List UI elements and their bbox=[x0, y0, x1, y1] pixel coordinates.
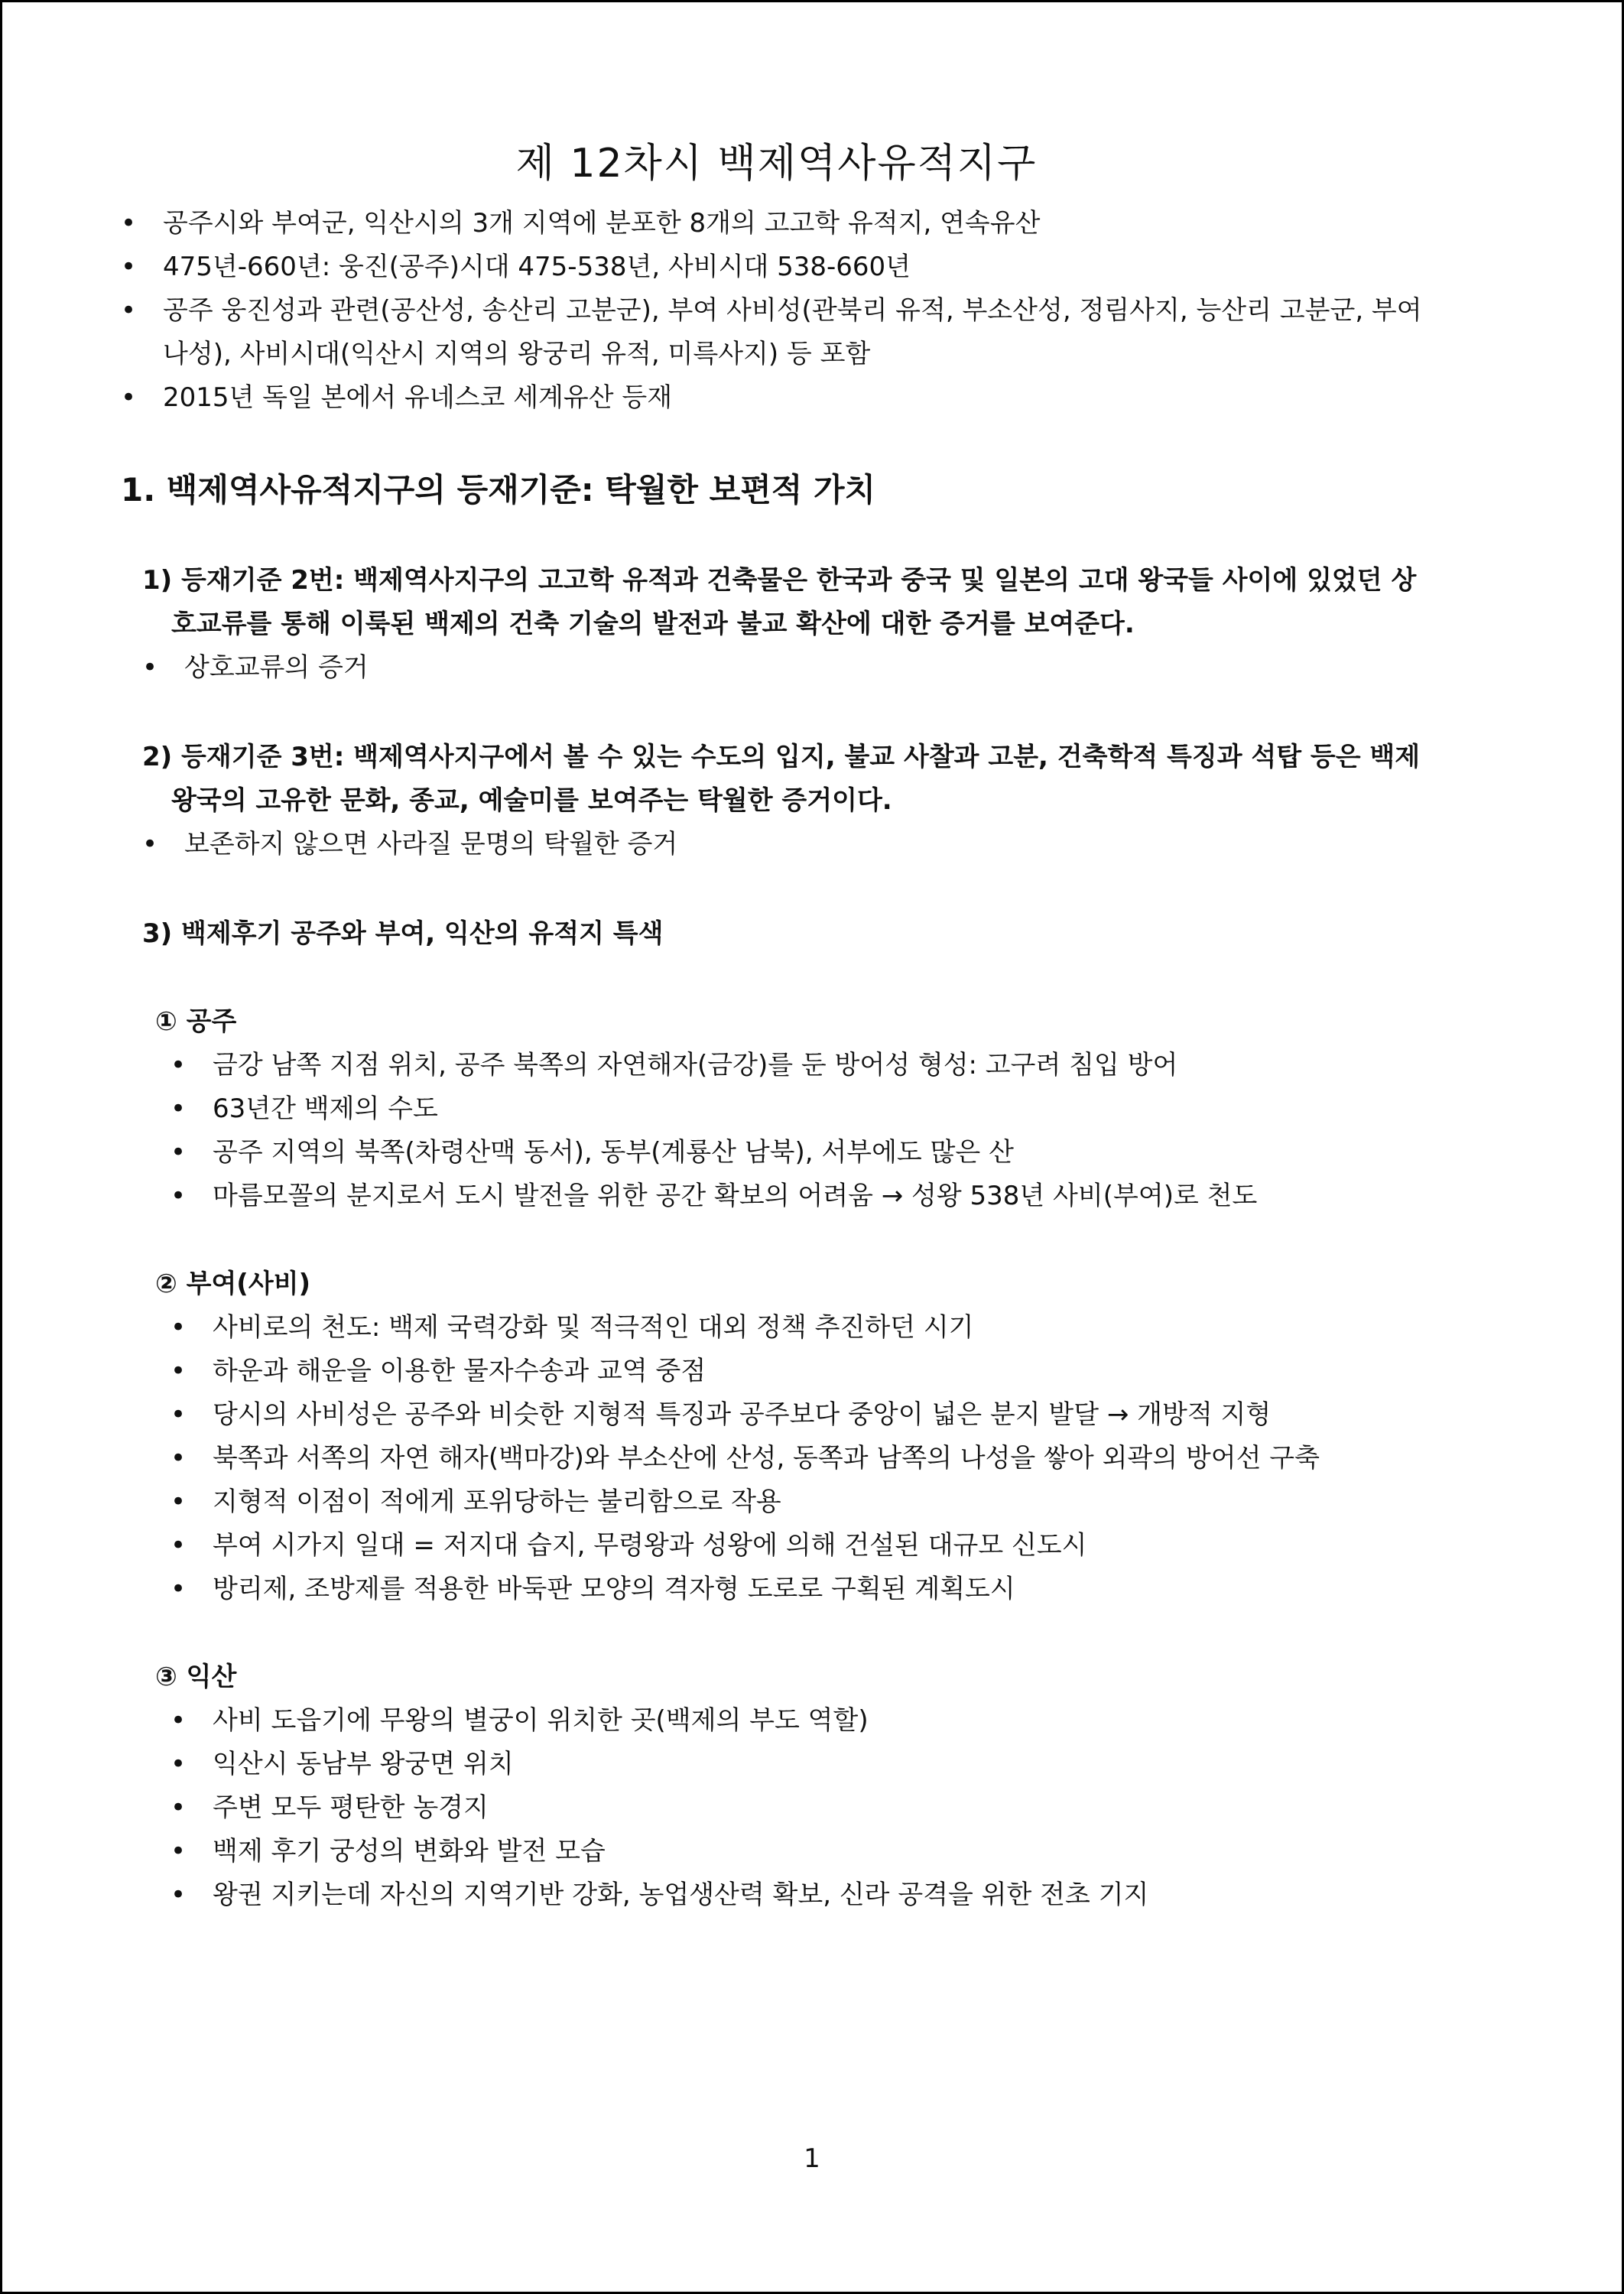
list-item: • 방리제, 조방제를 적용한 바둑판 모양의 격자형 도로로 구획된 계획도시 bbox=[171, 1568, 1432, 1611]
criterion-3-list bbox=[142, 823, 1432, 866]
list-item: • 상호교류의 증거 bbox=[142, 646, 1432, 690]
buyeo-heading: ② 부여(사비) bbox=[155, 1269, 311, 1299]
list-item: • 마름모꼴의 분지로서 도시 발전을 위한 공간 확보의 어려움 → 성왕 538년 사비(부여)로 천도 bbox=[171, 1175, 1432, 1218]
list-item: • 주변 모두 평탄한 농경지 bbox=[171, 1786, 1432, 1830]
list-item: • 하운과 해운을 이용한 물자수송과 교역 중점 bbox=[171, 1350, 1432, 1393]
gongju-list bbox=[171, 1044, 1432, 1218]
list-item: • 당시의 사비성은 공주와 비슷한 지형적 특징과 공주보다 중앙이 넓은 분지 발달 → 개방적 지형 bbox=[171, 1393, 1432, 1437]
list-item: • 부여 시가지 일대 = 저지대 습지, 무령왕과 성왕에 의해 건설된 대규모 신도시 bbox=[171, 1524, 1432, 1568]
page-number: 1 bbox=[804, 2143, 820, 2174]
list-item: • 공주 웅진성과 관련(공산성, 송산리 고분군), 부여 사비성(관북리 유적, 부소산성, 정림사지, 능산리 고분군, 부여 나성), 사비시대(익산시 지역의 왕궁리 유적, 미륵사지) 등 포함 bbox=[121, 289, 1432, 376]
iksan-list bbox=[171, 1699, 1432, 1917]
list-item: • 익산시 동남부 왕궁면 위치 bbox=[171, 1743, 1432, 1786]
list-item: • 왕권 지키는데 자신의 지역기반 강화, 농업생산력 확보, 신라 공격을 위한 전초 기지 bbox=[171, 1873, 1432, 1917]
list-item: • 지형적 이점이 적에게 포위당하는 불리함으로 작용 bbox=[171, 1480, 1432, 1524]
iksan-heading: ③ 익산 bbox=[155, 1662, 237, 1692]
list-item: • 북쪽과 서쪽의 자연 해자(백마강)와 부소산에 산성, 동쪽과 남쪽의 나성을 쌓아 외곽의 방어선 구축 bbox=[171, 1437, 1432, 1480]
page-content bbox=[121, 131, 1432, 1917]
section-heading: 1. 백제역사유적지구의 등재기준: 탁월한 보편적 가치 bbox=[121, 471, 876, 509]
criterion-3-text: 2) 등재기준 3번: 백제역사지구에서 볼 수 있는 수도의 입지, 불교 사찰과 고분, 건축학적 특징과 석탑 등은 백제 왕국의 고유한 문화, 종교, 예술미를 보여주는 탁월한 증거이다. bbox=[142, 742, 1421, 816]
list-item: • 공주시와 부여군, 익산시의 3개 지역에 분포한 8개의 고고학 유적지, 연속유산 bbox=[121, 202, 1432, 245]
intro-list bbox=[121, 202, 1432, 420]
list-item: • 보존하지 않으면 사라질 문명의 탁월한 증거 bbox=[142, 823, 1432, 866]
list-item: • 사비 도읍기에 무왕의 별궁이 위치한 곳(백제의 부도 역할) bbox=[171, 1699, 1432, 1743]
list-item: • 사비로의 천도: 백제 국력강화 및 적극적인 대외 정책 추진하던 시기 bbox=[171, 1306, 1432, 1350]
subsection-heading: 3) 백제후기 공주와 부여, 익산의 유적지 특색 bbox=[142, 918, 664, 949]
list-item: • 63년간 백제의 수도 bbox=[171, 1087, 1432, 1131]
list-item: • 공주 지역의 북쪽(차령산맥 동서), 동부(계룡산 남북), 서부에도 많은 산 bbox=[171, 1131, 1432, 1175]
criterion-2-text: 1) 등재기준 2번: 백제역사지구의 고고학 유적과 건축물은 한국과 중국 및 일본의 고대 왕국들 사이에 있었던 상호교류를 통해 이룩된 백제의 건축 기술의 발전과 불교 확산에 대한 증거를 보여준다. bbox=[142, 565, 1417, 639]
list-item: • 금강 남쪽 지점 위치, 공주 북쪽의 자연해자(금강)를 둔 방어성 형성: 고구려 침입 방어 bbox=[171, 1044, 1432, 1087]
list-item: • 백제 후기 궁성의 변화와 발전 모습 bbox=[171, 1830, 1432, 1873]
criterion-2-list bbox=[142, 646, 1432, 690]
page-title: 제 12차시 백제역사유적지구 bbox=[515, 141, 1038, 187]
buyeo-list bbox=[171, 1306, 1432, 1611]
list-item: • 475년-660년: 웅진(공주)시대 475-538년, 사비시대 538-660년 bbox=[121, 245, 1432, 289]
gongju-heading: ① 공주 bbox=[155, 1006, 237, 1037]
list-item: • 2015년 독일 본에서 유네스코 세계유산 등재 bbox=[121, 376, 1432, 420]
